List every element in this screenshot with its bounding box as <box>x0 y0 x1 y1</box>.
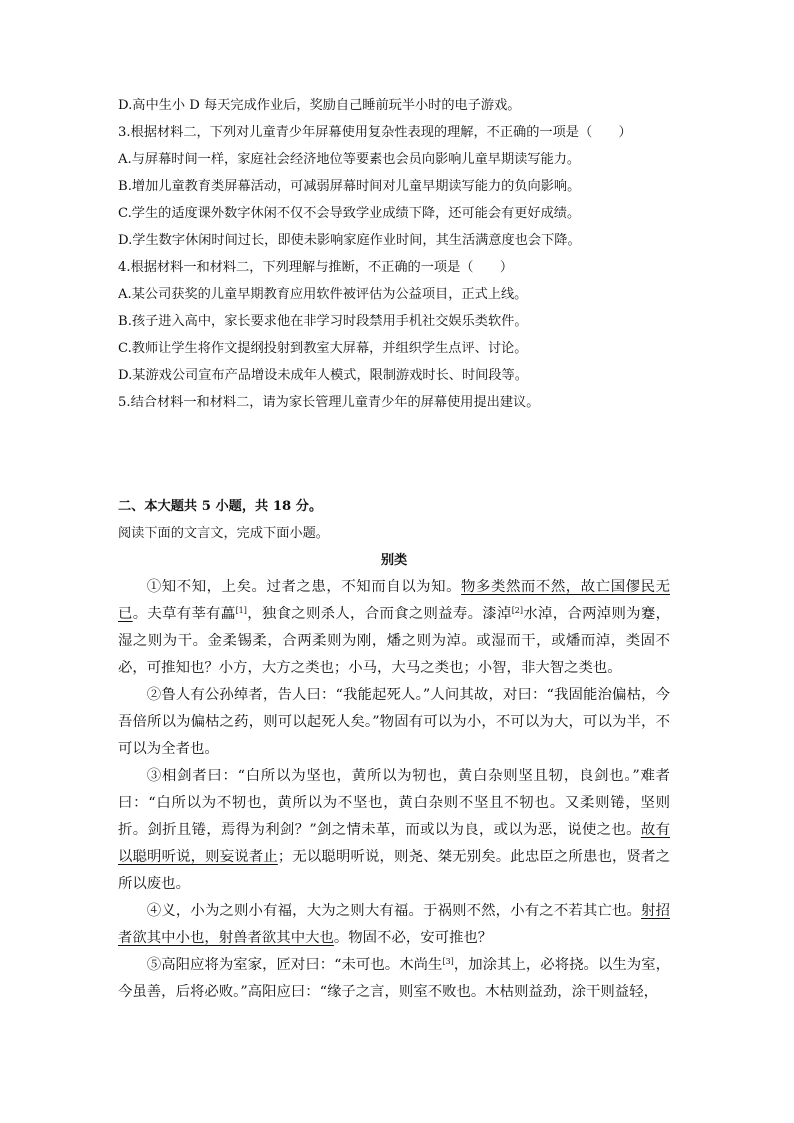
question-list <box>118 92 670 416</box>
p1-text-a: ①知不知，上矣。过者之患，不知而自以为知。 <box>146 579 462 595</box>
question-4-stem: 4.根据材料一和材料二，下列理解与推断，不正确的一项是（ ） <box>118 260 514 275</box>
option-d-q2: D.高中生小 D 每天完成作业后，奖励自己睡前玩半小时的电子游戏。 <box>118 98 521 113</box>
option-a-q4: A.某公司获奖的儿童早期教育应用软件被评估为公益项目，正式上线。 <box>118 287 528 302</box>
p3-text-a: ③相剑者曰：“白所以为坚也，黄所以为牣也，黄白杂则坚且牣，良剑也。”难者曰：“白所以为不牣也，黄所以为不坚也，黄白杂则不坚且不牣也。又柔则锩，坚则折。剑折且锩，焉得为利剑？”剑之情未革，而或以为良，或以为恶，说使之也。 <box>118 768 670 838</box>
passage-title: 别类 <box>380 553 408 568</box>
option-b-q4: B.孩子进入高中，家长要求他在非学习时段禁用手机社交娱乐类软件。 <box>118 314 528 329</box>
option-b-q3: B.增加儿童教育类屏幕活动，可减弱屏幕时间对儿童早期读写能力的负向影响。 <box>118 179 581 194</box>
p3-underlined-sentence: 故有以聪明听说，则妄说者止 <box>118 822 670 865</box>
p1-text-c: ，独食之则杀人，合而食之则益寿。漆淖 <box>246 606 512 622</box>
p4-text-a: ④义，小为之则小有福，大为之则大有福。于祸则不然，小有之不若其亡也。 <box>146 903 642 919</box>
p4-text-b: 。物固不必，安可推也？ <box>333 930 493 946</box>
p4-underlined-sentence: 射招者欲其中小也，射兽者欲其中大也 <box>118 903 670 946</box>
option-c-q3: C.学生的适度课外数字休闲不仅不会导致学业成绩下降，还可能会有更好成绩。 <box>118 206 581 221</box>
passage-paragraph-4 <box>118 898 670 952</box>
question-3-stem: 3.根据材料二，下列对儿童青少年屏幕使用复杂性表现的理解，不正确的一项是（ ） <box>118 125 632 140</box>
footnote-marker-2: [2] <box>511 606 524 615</box>
section-instruction: 阅读下面的文言文，完成下面小题。 <box>118 526 329 541</box>
option-d-q3: D.学生数字休闲时间过长，即使未影响家庭作业时间，其生活满意度也会下降。 <box>118 233 581 248</box>
option-a-q3: A.与屏幕时间一样，家庭社会经济地位等要素也会员向影响儿童早期读写能力。 <box>118 152 581 167</box>
p1-underlined-sentence: 物多类然而不然，故亡国僇民无已 <box>118 579 670 622</box>
p1-text-d: 水淖，合两淖则为蹇，湿之则为干。金柔锡柔，合两柔则为刚，燔之则为淖。或湿而干，或燔而淖，类固不必，可推知也？小方，大方之类也；小马，大马之类也；小智，非大智之类也。 <box>118 606 670 676</box>
document-page <box>118 92 670 1006</box>
p5-text-b: ，加涂其上，必将挠。以生为室，今虽善，后将必败。”高阳应曰：“缘子之言，则室不败也。木枯则益劲，涂干则益轻， <box>118 957 670 1000</box>
p5-text-a: ⑤高阳应将为室家，匠对曰：“未可也。木尚生 <box>146 957 443 973</box>
option-c-q4: C.教师让学生将作文提纲投射到教室大屏幕，并组织学生点评、讨论。 <box>118 341 528 356</box>
footnote-marker-3: [3] <box>442 957 454 966</box>
passage-paragraph-5 <box>118 952 670 1006</box>
footnote-marker-1: [1] <box>235 606 247 615</box>
passage-paragraph-3 <box>118 763 670 898</box>
section-spacer <box>118 416 670 493</box>
p3-text-b: ；无以聪明听说，则尧、桀无别矣。此忠臣之所患也，贤者之所以废也。 <box>118 849 670 892</box>
p1-text-b: 。夫草有莘有藟 <box>132 606 236 622</box>
section-heading: 二、本大题共 5 小题，共 18 分。 <box>118 499 323 514</box>
passage-paragraph-2: ②鲁人有公孙绰者，告人曰：“我能起死人。”人问其故，对曰：“我固能治偏枯，今吾倍所以为偏枯之药，则可以起死人矣。”物固有可以为小，不可以为大，可以为半，不可以为全者也。 <box>118 687 670 757</box>
question-5-stem: 5.结合材料一和材料二，请为家长管理儿童青少年的屏幕使用提出建议。 <box>118 395 540 410</box>
option-d-q4: D.某游戏公司宣布产品增设未成年人模式，限制游戏时长、时间段等。 <box>118 368 528 383</box>
passage-paragraph-1 <box>118 574 670 682</box>
